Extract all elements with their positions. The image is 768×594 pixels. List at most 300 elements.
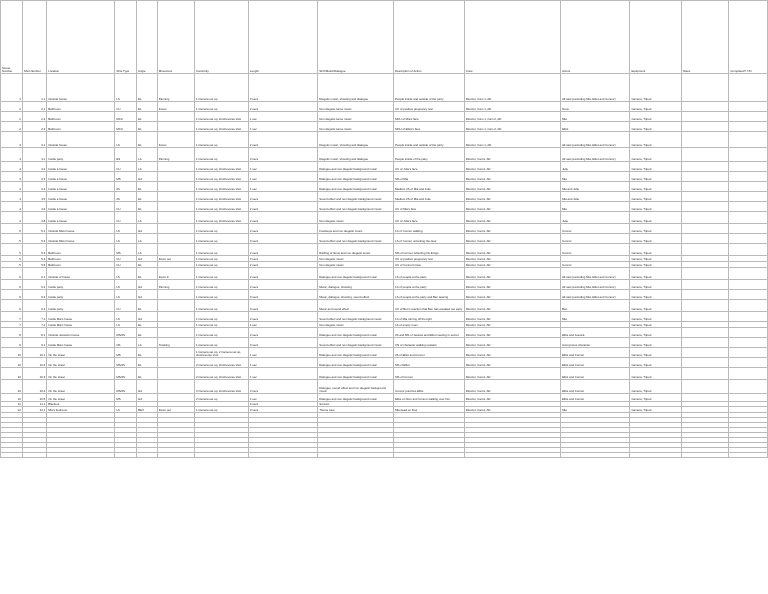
table-cell[interactable]: Outside Mia's house	[47, 234, 115, 244]
table-cell[interactable]	[681, 102, 729, 112]
table-cell[interactable]: BEV	[137, 407, 158, 413]
table-cell[interactable]: Elliot and Connor	[561, 358, 630, 368]
table-cell[interactable]	[681, 328, 729, 338]
table-cell[interactable]: Dialogue and non diegetic background music	[318, 394, 394, 402]
header-cell[interactable]: Length	[248, 1, 317, 74]
table-cell[interactable]: 1 sec	[248, 182, 317, 192]
empty-cell[interactable]	[22, 453, 46, 458]
table-cell[interactable]: 3 Camera set up, shot/reverse shot	[194, 380, 248, 394]
table-cell[interactable]	[681, 348, 729, 358]
table-cell[interactable]: 4.5	[22, 192, 46, 202]
table-cell[interactable]: Connor punches Elliot	[394, 380, 465, 394]
table-cell[interactable]: CU	[115, 102, 137, 112]
table-cell[interactable]: Zoom out	[157, 256, 194, 262]
table-cell[interactable]: LS of people at the party	[394, 280, 465, 290]
header-cell[interactable]: Shot Type	[115, 1, 137, 74]
table-cell[interactable]: Inside party	[47, 300, 115, 312]
table-cell[interactable]: MS/2S	[115, 368, 137, 380]
table-cell[interactable]: 1 Camera set up	[194, 322, 248, 328]
table-cell[interactable]: 5	[1, 224, 23, 234]
table-cell[interactable]: HA	[137, 380, 158, 394]
table-cell[interactable]: Bathroom	[47, 112, 115, 122]
table-cell[interactable]: 6	[1, 300, 23, 312]
table-cell[interactable]	[681, 380, 729, 394]
table-cell[interactable]: 8	[1, 328, 23, 338]
empty-cell[interactable]	[729, 453, 768, 458]
table-cell[interactable]: Mia and Julie	[561, 192, 630, 202]
table-cell[interactable]: Inside a house	[47, 162, 115, 172]
table-cell[interactable]: LA	[137, 338, 158, 348]
table-cell[interactable]: 1 Camera set up	[194, 312, 248, 322]
table-cell[interactable]: LA	[137, 162, 158, 172]
table-cell[interactable]	[681, 312, 729, 322]
table-cell[interactable]: 1 Camera set up	[194, 268, 248, 280]
table-cell[interactable]: 7.1	[22, 312, 46, 322]
table-cell[interactable]: 6	[1, 280, 23, 290]
table-cell[interactable]: LS	[115, 234, 137, 244]
table-cell[interactable]	[729, 394, 768, 402]
table-cell[interactable]: Camera, Tripod	[630, 262, 681, 268]
table-cell[interactable]	[729, 268, 768, 280]
table-cell[interactable]: 2 secs	[248, 268, 317, 280]
table-cell[interactable]: 2S	[115, 192, 137, 202]
table-cell[interactable]: Elliot and Jessica	[561, 328, 630, 338]
table-cell[interactable]: 2.2	[22, 112, 46, 122]
table-cell[interactable]: LS	[115, 132, 137, 148]
table-cell[interactable]: 1	[1, 74, 23, 102]
table-cell[interactable]: People inside and outside of the party	[394, 132, 465, 148]
table-cell[interactable]: 1 Camera set up	[194, 132, 248, 148]
table-cell[interactable]: 5	[1, 256, 23, 262]
table-cell[interactable]: Camera, Tripod	[630, 182, 681, 192]
table-cell[interactable]	[157, 122, 194, 132]
table-cell[interactable]: Focus	[157, 132, 194, 148]
table-cell[interactable]: Director, Cam1, AD	[464, 224, 560, 234]
table-cell[interactable]: Outside Jessica's house	[47, 328, 115, 338]
table-cell[interactable]: HA	[137, 290, 158, 300]
table-cell[interactable]: 10	[1, 394, 23, 402]
table-cell[interactable]: 2S and MS of Jessica and Elliot meeting in secret	[394, 328, 465, 338]
table-cell[interactable]: Non diegetic tense music	[318, 122, 394, 132]
table-cell[interactable]: EL	[137, 348, 158, 358]
table-cell[interactable]	[157, 328, 194, 338]
table-cell[interactable]: 1.1	[22, 74, 46, 102]
table-cell[interactable]: Camera, Tripod	[630, 256, 681, 262]
empty-cell[interactable]	[47, 453, 115, 458]
table-cell[interactable]: 3 secs	[248, 338, 317, 348]
table-cell[interactable]	[681, 224, 729, 234]
table-cell[interactable]: Footsteps and non diegetic music	[318, 224, 394, 234]
table-cell[interactable]: Camera, Tripod	[630, 74, 681, 102]
table-cell[interactable]: Camera, Tripod	[630, 112, 681, 122]
table-cell[interactable]: All cast (excluding Mia, Elliot and Connor)	[561, 74, 630, 102]
table-cell[interactable]: 1 sec	[248, 122, 317, 132]
header-cell[interactable]: Continuity	[194, 1, 248, 74]
table-cell[interactable]: 1 Camera set up, shot/reverse shot	[194, 172, 248, 182]
table-cell[interactable]: 6.2	[22, 280, 46, 290]
table-cell[interactable]: LS of empty room	[394, 322, 465, 328]
table-cell[interactable]: Dialogue and non diegetic background music	[318, 348, 394, 358]
table-cell[interactable]: None	[561, 102, 630, 112]
empty-cell[interactable]	[137, 453, 158, 458]
table-cell[interactable]: MS of Mia	[394, 172, 465, 182]
table-cell[interactable]	[729, 280, 768, 290]
table-cell[interactable]: CU	[115, 300, 137, 312]
table-cell[interactable]: 1 Camera set up	[194, 262, 248, 268]
table-cell[interactable]	[157, 300, 194, 312]
table-cell[interactable]	[157, 290, 194, 300]
table-cell[interactable]: HA	[137, 394, 158, 402]
table-cell[interactable]: Outside house	[47, 132, 115, 148]
table-cell[interactable]: Inside party	[47, 290, 115, 300]
table-cell[interactable]: CU	[115, 262, 137, 268]
table-cell[interactable]: 3.1	[22, 132, 46, 148]
table-cell[interactable]: Tracking	[157, 338, 194, 348]
table-cell[interactable]: Anonymous character	[561, 338, 630, 348]
table-cell[interactable]: People inside of the party	[394, 148, 465, 162]
table-cell[interactable]: 1 Camera set up, shot/reverse shot	[194, 192, 248, 202]
table-cell[interactable]: 1 Camera set up, shot/reverse shot	[194, 122, 248, 132]
table-cell[interactable]: Dialogue and non diegetic background music	[318, 162, 394, 172]
table-cell[interactable]: MS/2S	[115, 358, 137, 368]
table-cell[interactable]: Non diegetic tense music	[318, 102, 394, 112]
table-cell[interactable]: Non diegetic music	[318, 322, 394, 328]
table-cell[interactable]: 1 sec	[248, 358, 317, 368]
table-cell[interactable]	[729, 148, 768, 162]
empty-cell[interactable]	[1, 453, 23, 458]
table-cell[interactable]: 2.3	[22, 122, 46, 132]
table-cell[interactable]: 1 sec	[248, 368, 317, 380]
table-cell[interactable]: CU	[115, 256, 137, 262]
table-cell[interactable]	[681, 172, 729, 182]
table-cell[interactable]: CU	[115, 202, 137, 212]
table-cell[interactable]: Camera, Tripod	[630, 224, 681, 234]
table-cell[interactable]: Camera, Tripod	[630, 122, 681, 132]
table-cell[interactable]: 4.2	[22, 162, 46, 172]
table-cell[interactable]: LS	[115, 322, 137, 328]
table-cell[interactable]: 11.1	[22, 402, 46, 407]
table-cell[interactable]: Inside Mia's house	[47, 312, 115, 322]
table-cell[interactable]: 8.1	[22, 328, 46, 338]
table-cell[interactable]: Elliot on floor and Connor walking over him	[394, 394, 465, 402]
table-cell[interactable]: Dialogue and non diegetic background music	[318, 368, 394, 380]
table-cell[interactable]: Director, Cam1, AD	[464, 280, 560, 290]
table-cell[interactable]: Director, Cam 1, Cam 2, AD	[464, 112, 560, 122]
table-cell[interactable]: 5	[1, 234, 23, 244]
table-cell[interactable]: LS	[115, 268, 137, 280]
table-cell[interactable]: MS	[115, 394, 137, 402]
table-cell[interactable]: LS of Connor walking	[394, 224, 465, 234]
table-cell[interactable]: HA	[137, 172, 158, 182]
table-cell[interactable]: CU	[115, 212, 137, 224]
table-cell[interactable]: All cast (excluding Mia, Elliot and Connor)	[561, 148, 630, 162]
table-cell[interactable]: 1 sec	[248, 348, 317, 358]
table-cell[interactable]: 1 Camera set up	[194, 338, 248, 348]
table-cell[interactable]: 5.5	[22, 262, 46, 268]
table-cell[interactable]: Music, dialogue, shouting, sound effect	[318, 290, 394, 300]
table-cell[interactable]: 5	[1, 262, 23, 268]
table-cell[interactable]: 10.3	[22, 368, 46, 380]
empty-cell[interactable]	[115, 453, 137, 458]
table-cell[interactable]	[729, 312, 768, 322]
table-cell[interactable]	[681, 280, 729, 290]
table-cell[interactable]	[729, 234, 768, 244]
table-cell[interactable]	[681, 192, 729, 202]
table-cell[interactable]: Director, Cam1, AD	[464, 358, 560, 368]
table-cell[interactable]	[157, 244, 194, 256]
table-cell[interactable]: Medium 2S of Mia and Julie	[394, 192, 465, 202]
table-cell[interactable]: EL	[137, 132, 158, 148]
table-cell[interactable]: Music, dialogue, shouting	[318, 280, 394, 290]
table-cell[interactable]: 3 secs	[248, 74, 317, 102]
table-cell[interactable]: 4	[1, 202, 23, 212]
table-cell[interactable]: Camera, Tripod	[630, 348, 681, 358]
empty-cell[interactable]	[394, 453, 465, 458]
table-cell[interactable]	[729, 328, 768, 338]
table-cell[interactable]: Director, Cam1, AD	[464, 162, 560, 172]
table-cell[interactable]	[681, 394, 729, 402]
table-cell[interactable]: MS/2S	[115, 328, 137, 338]
table-cell[interactable]: On the street	[47, 394, 115, 402]
table-cell[interactable]: Camera, Tripod	[630, 268, 681, 280]
table-cell[interactable]: Non diegetic tense music	[318, 112, 394, 122]
table-cell[interactable]: Director, Cam 1, AD	[464, 132, 560, 148]
table-cell[interactable]	[681, 290, 729, 300]
table-cell[interactable]: EL	[137, 262, 158, 268]
table-cell[interactable]: Mia	[561, 202, 630, 212]
table-cell[interactable]: Camera, Tripod	[630, 312, 681, 322]
table-cell[interactable]: 6.3	[22, 290, 46, 300]
table-cell[interactable]: 2 secs	[248, 132, 317, 148]
table-cell[interactable]: HA	[137, 312, 158, 322]
table-cell[interactable]: 5	[1, 244, 23, 256]
table-cell[interactable]: LS of people at the party and Ben leaving	[394, 290, 465, 300]
table-cell[interactable]	[729, 172, 768, 182]
table-cell[interactable]	[729, 212, 768, 224]
table-cell[interactable]: Director, Cam1, AD	[464, 192, 560, 202]
table-cell[interactable]: Mia	[561, 112, 630, 122]
table-cell[interactable]: Mia and Julie	[561, 182, 630, 192]
table-cell[interactable]: 2 secs	[248, 202, 317, 212]
table-cell[interactable]	[729, 358, 768, 368]
table-cell[interactable]: EL	[137, 102, 158, 112]
table-cell[interactable]: CU of Connor's face	[394, 262, 465, 268]
table-cell[interactable]	[729, 368, 768, 380]
table-cell[interactable]: Director, Cam1, AD	[464, 202, 560, 212]
table-cell[interactable]: Director, Cam1, AD	[464, 380, 560, 394]
table-cell[interactable]	[157, 202, 194, 212]
table-cell[interactable]: 2	[1, 102, 23, 112]
table-cell[interactable]: Mia	[561, 172, 630, 182]
table-cell[interactable]: Camera, Tripod	[630, 244, 681, 256]
table-cell[interactable]	[157, 182, 194, 192]
table-cell[interactable]: Director, Cam1, AD	[464, 212, 560, 224]
table-cell[interactable]: Camera, Tripod	[630, 280, 681, 290]
table-cell[interactable]: On the street	[47, 348, 115, 358]
table-cell[interactable]: Camera, Tripod	[630, 234, 681, 244]
table-cell[interactable]: People inside and outside of the party	[394, 74, 465, 102]
table-cell[interactable]: LS of Connor unlocking the door	[394, 234, 465, 244]
table-cell[interactable]: 1 Camera set up	[194, 256, 248, 262]
table-cell[interactable]: MCU of Elliot's face	[394, 122, 465, 132]
table-cell[interactable]: Inside party	[47, 280, 115, 290]
table-cell[interactable]: Director, Cam1, AD	[464, 262, 560, 268]
header-cell[interactable]: Crew	[464, 1, 560, 74]
table-cell[interactable]	[729, 192, 768, 202]
table-cell[interactable]: Connor	[561, 262, 630, 268]
table-cell[interactable]: Director, Cam1, AD	[464, 322, 560, 328]
table-cell[interactable]: Bathroom	[47, 122, 115, 132]
header-cell[interactable]: Shot Number	[22, 1, 46, 74]
table-cell[interactable]: 4	[1, 148, 23, 162]
table-cell[interactable]: 10	[1, 368, 23, 380]
table-cell[interactable]: Director, Cam1, AD	[464, 312, 560, 322]
table-cell[interactable]: 10.5	[22, 394, 46, 402]
table-cell[interactable]: 1 Camera set up, shot/reverse shot	[194, 182, 248, 192]
empty-cell[interactable]	[194, 453, 248, 458]
table-cell[interactable]: Diegetic music, shouting and dialogue	[318, 148, 394, 162]
table-cell[interactable]: 3	[1, 132, 23, 148]
table-cell[interactable]: 2 secs	[248, 102, 317, 112]
header-cell[interactable]: Scene Number	[1, 1, 23, 74]
table-cell[interactable]	[157, 368, 194, 380]
table-cell[interactable]: 11	[1, 402, 23, 407]
table-cell[interactable]: 10	[1, 348, 23, 358]
table-cell[interactable]: 1 Camera set up	[194, 148, 248, 162]
table-cell[interactable]: 1 sec	[248, 112, 317, 122]
table-cell[interactable]	[729, 348, 768, 358]
table-cell[interactable]: Director, Cam1, AD	[464, 172, 560, 182]
table-cell[interactable]: 4.4	[22, 182, 46, 192]
table-cell[interactable]: Sound effect and non diegetic background music	[318, 234, 394, 244]
table-cell[interactable]: Panning	[157, 280, 194, 290]
table-cell[interactable]: 2 secs	[248, 280, 317, 290]
table-cell[interactable]: Elliot and Connor	[561, 348, 630, 358]
table-cell[interactable]: 2.1	[22, 102, 46, 112]
table-cell[interactable]: 4.3	[22, 172, 46, 182]
empty-cell[interactable]	[248, 453, 317, 458]
table-cell[interactable]: Inside Mia's house	[47, 322, 115, 328]
empty-cell[interactable]	[561, 453, 630, 458]
table-cell[interactable]: 2 Camera set up, shot/reverse shot	[194, 368, 248, 380]
table-cell[interactable]: 2S	[115, 182, 137, 192]
table-cell[interactable]	[681, 244, 729, 256]
table-cell[interactable]: On the street	[47, 380, 115, 394]
table-cell[interactable]: Mia dead on floor	[394, 407, 465, 413]
table-cell[interactable]: Connor	[561, 244, 630, 256]
table-cell[interactable]: 2 Camera set up	[194, 394, 248, 402]
table-cell[interactable]	[157, 224, 194, 234]
table-cell[interactable]	[681, 268, 729, 280]
table-cell[interactable]: 4.1	[22, 148, 46, 162]
table-cell[interactable]: Dialogue and non diegetic background music	[318, 182, 394, 192]
table-cell[interactable]: 1 sec	[248, 172, 317, 182]
table-cell[interactable]: Medium 2S of Mia and Julie	[394, 182, 465, 192]
table-cell[interactable]: CU	[115, 162, 137, 172]
table-cell[interactable]	[729, 380, 768, 394]
table-cell[interactable]: Camera, Tripod	[630, 358, 681, 368]
table-cell[interactable]: 9.1	[22, 338, 46, 348]
table-cell[interactable]: Zoom out	[157, 407, 194, 413]
table-cell[interactable]: Bathroom	[47, 244, 115, 256]
table-cell[interactable]: Sound effect and non diegetic background music	[318, 312, 394, 322]
table-cell[interactable]: Elliot and Connor	[561, 380, 630, 394]
table-cell[interactable]: Camera, Tripod	[630, 300, 681, 312]
table-cell[interactable]	[157, 234, 194, 244]
table-cell[interactable]	[681, 112, 729, 122]
table-cell[interactable]: Panning	[157, 148, 194, 162]
table-cell[interactable]	[681, 148, 729, 162]
table-cell[interactable]: Director, Cam1, AD	[464, 256, 560, 262]
table-cell[interactable]: 4	[1, 192, 23, 202]
table-cell[interactable]: Mia	[561, 407, 630, 413]
table-cell[interactable]	[729, 182, 768, 192]
table-cell[interactable]: 10.1	[22, 348, 46, 358]
table-cell[interactable]: Diegetic music, shouting and dialogue	[318, 74, 394, 102]
table-cell[interactable]: 3 secs	[248, 290, 317, 300]
table-cell[interactable]: 1 Camera set up, shot/reverse shot	[194, 162, 248, 172]
table-cell[interactable]: Sound effect and non diegetic background music	[318, 192, 394, 202]
table-cell[interactable]	[681, 234, 729, 244]
header-cell[interactable]: Description of Action	[394, 1, 465, 74]
table-cell[interactable]: Director, Cam1, AD	[464, 234, 560, 244]
table-cell[interactable]: 1 Camera set up, shot/reverse shot	[194, 112, 248, 122]
table-cell[interactable]: Director, Cam1, AD	[464, 348, 560, 358]
table-cell[interactable]	[681, 182, 729, 192]
table-cell[interactable]: Camera, Tripod	[630, 328, 681, 338]
table-cell[interactable]: Elliot and Connor	[561, 368, 630, 380]
table-cell[interactable]: Blackout	[47, 402, 115, 407]
table-cell[interactable]: 4	[1, 172, 23, 182]
table-cell[interactable]: CU of Ben's reaction that Ben has sneaked out early	[394, 300, 465, 312]
table-cell[interactable]: 5.2	[22, 234, 46, 244]
table-cell[interactable]: Julie	[561, 162, 630, 172]
table-cell[interactable]: Camera, Tripod	[630, 380, 681, 394]
table-cell[interactable]: Camera, Tripod	[630, 102, 681, 112]
table-cell[interactable]: LA	[137, 234, 158, 244]
table-cell[interactable]: MCU	[115, 122, 137, 132]
table-cell[interactable]: EL	[137, 112, 158, 122]
table-cell[interactable]: 5.1	[22, 224, 46, 234]
table-cell[interactable]	[681, 338, 729, 348]
table-cell[interactable]: 1 Camera set up	[194, 234, 248, 244]
table-cell[interactable]	[729, 202, 768, 212]
table-cell[interactable]	[681, 132, 729, 148]
header-cell[interactable]: Location	[47, 1, 115, 74]
table-cell[interactable]: 10.2	[22, 358, 46, 368]
table-cell[interactable]: LA	[137, 244, 158, 256]
table-cell[interactable]: Sound effect and non diegetic background music	[318, 202, 394, 212]
table-cell[interactable]: 6.1	[22, 268, 46, 280]
table-cell[interactable]	[729, 290, 768, 300]
table-cell[interactable]: Non diegetic music	[318, 212, 394, 224]
table-cell[interactable]: CU of positive pregnancy test	[394, 256, 465, 262]
table-cell[interactable]: EL	[137, 368, 158, 380]
table-cell[interactable]: MCU of Mia's face	[394, 112, 465, 122]
table-cell[interactable]: 2 secs	[248, 224, 317, 234]
table-cell[interactable]: Director, Cam1, AD	[464, 338, 560, 348]
table-cell[interactable]: 3 secs	[248, 380, 317, 394]
table-cell[interactable]: LS	[115, 290, 137, 300]
table-cell[interactable]: 2 Camera set up, shot/reverse shot	[194, 358, 248, 368]
table-cell[interactable]	[681, 202, 729, 212]
table-cell[interactable]: 9	[1, 338, 23, 348]
table-cell[interactable]	[729, 132, 768, 148]
table-cell[interactable]: All cast (excluding Mia, Elliot and Connor)	[561, 132, 630, 148]
table-cell[interactable]	[681, 368, 729, 380]
empty-cell[interactable]	[464, 453, 560, 458]
header-cell[interactable]: Equipment	[630, 1, 681, 74]
